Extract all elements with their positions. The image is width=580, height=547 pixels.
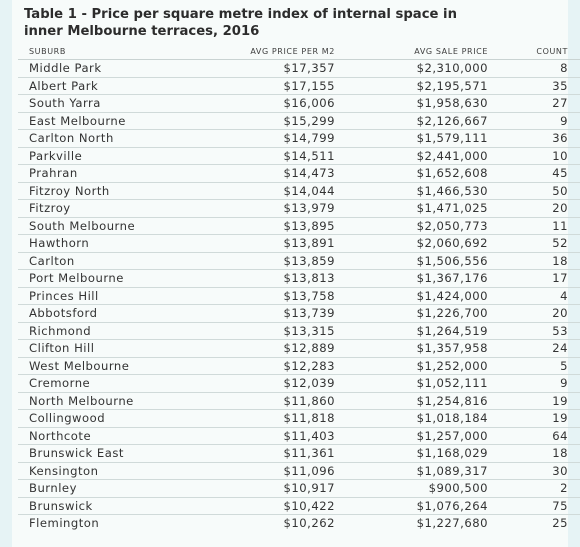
- table-row: [18, 287, 580, 305]
- avg-sale-price-cell: $1,367,176: [335, 270, 488, 288]
- count-cell: 18: [488, 445, 580, 463]
- suburb-cell: Princes Hill: [18, 287, 199, 305]
- suburb-cell: Burnley: [18, 480, 199, 498]
- table-row: [18, 322, 580, 340]
- count-cell: 45: [488, 165, 580, 183]
- count-cell: 35: [488, 77, 580, 95]
- avg-sale-price-cell: $1,357,958: [335, 340, 488, 358]
- count-cell: 2: [488, 480, 580, 498]
- table-row: [18, 252, 580, 270]
- table-row: [18, 515, 580, 532]
- table-row: [18, 200, 580, 218]
- avg-sale-price-cell: $1,652,608: [335, 165, 488, 183]
- avg-sale-price-cell: $1,257,000: [335, 427, 488, 445]
- count-cell: 5: [488, 357, 580, 375]
- avg-price-per-m2-cell: $11,818: [199, 410, 335, 428]
- suburb-cell: Brunswick East: [18, 445, 199, 463]
- table-row: [18, 165, 580, 183]
- table-row: [18, 480, 580, 498]
- avg-sale-price-cell: $2,441,000: [335, 147, 488, 165]
- avg-sale-price-cell: $1,089,317: [335, 462, 488, 480]
- suburb-cell: Parkville: [18, 147, 199, 165]
- count-cell: 24: [488, 340, 580, 358]
- count-cell: 4: [488, 287, 580, 305]
- avg-sale-price-cell: $1,018,184: [335, 410, 488, 428]
- column-header-avg-price-per-m2: AVG PRICE PER M2: [199, 44, 335, 60]
- table-row: [18, 410, 580, 428]
- table-row: [18, 147, 580, 165]
- avg-sale-price-cell: $1,471,025: [335, 200, 488, 218]
- count-cell: 9: [488, 112, 580, 130]
- suburb-cell: Richmond: [18, 322, 199, 340]
- suburb-cell: Prahran: [18, 165, 199, 183]
- column-header-count: COUNT: [488, 44, 580, 60]
- avg-price-per-m2-cell: $13,895: [199, 217, 335, 235]
- count-cell: 36: [488, 130, 580, 148]
- avg-sale-price-cell: $2,060,692: [335, 235, 488, 253]
- avg-price-per-m2-cell: $17,357: [199, 60, 335, 78]
- avg-price-per-m2-cell: $11,860: [199, 392, 335, 410]
- table-row: [18, 217, 580, 235]
- suburb-cell: Port Melbourne: [18, 270, 199, 288]
- suburb-cell: Carlton North: [18, 130, 199, 148]
- count-cell: 50: [488, 182, 580, 200]
- count-cell: 20: [488, 200, 580, 218]
- suburb-cell: Cremorne: [18, 375, 199, 393]
- table-row: [18, 392, 580, 410]
- avg-price-per-m2-cell: $16,006: [199, 95, 335, 113]
- count-cell: 27: [488, 95, 580, 113]
- table-row: [18, 340, 580, 358]
- table-row: [18, 445, 580, 463]
- avg-sale-price-cell: $900,500: [335, 480, 488, 498]
- suburb-cell: West Melbourne: [18, 357, 199, 375]
- count-cell: 19: [488, 410, 580, 428]
- table-row: [18, 77, 580, 95]
- avg-price-per-m2-cell: $13,813: [199, 270, 335, 288]
- suburb-cell: Fitzroy: [18, 200, 199, 218]
- avg-sale-price-cell: $2,050,773: [335, 217, 488, 235]
- count-cell: 8: [488, 60, 580, 78]
- avg-sale-price-cell: $2,310,000: [335, 60, 488, 78]
- column-header-avg-sale-price: AVG SALE PRICE: [335, 44, 488, 60]
- suburb-cell: Brunswick: [18, 497, 199, 515]
- price-index-table: [18, 44, 580, 532]
- suburb-cell: Fitzroy North: [18, 182, 199, 200]
- avg-sale-price-cell: $1,227,680: [416, 516, 488, 531]
- avg-price-per-m2-cell: $14,473: [199, 165, 335, 183]
- avg-price-per-m2-cell: $10,917: [199, 480, 335, 498]
- table-header-row: [18, 44, 580, 60]
- suburb-cell: Albert Park: [18, 77, 199, 95]
- table-row: [18, 182, 580, 200]
- table-row: [18, 270, 580, 288]
- avg-price-per-m2-cell: $13,315: [199, 322, 335, 340]
- count-cell: 10: [488, 147, 580, 165]
- table-row: [18, 427, 580, 445]
- count-cell: 75: [488, 497, 580, 515]
- table-row: [18, 462, 580, 480]
- suburb-cell: Flemington: [29, 516, 100, 531]
- count-cell: 17: [488, 270, 580, 288]
- avg-price-per-m2-cell: $14,044: [199, 182, 335, 200]
- suburb-cell: Abbotsford: [18, 305, 199, 323]
- table-row: [18, 357, 580, 375]
- avg-sale-price-cell: $1,076,264: [335, 497, 488, 515]
- count-cell: 9: [488, 375, 580, 393]
- count-cell: 64: [488, 427, 580, 445]
- table-row: [18, 60, 580, 78]
- suburb-cell: Middle Park: [18, 60, 199, 78]
- count-cell: 19: [488, 392, 580, 410]
- avg-price-per-m2-cell: $13,859: [199, 252, 335, 270]
- avg-price-per-m2-cell: $15,299: [199, 112, 335, 130]
- count-cell: 18: [488, 252, 580, 270]
- avg-sale-price-cell: $1,579,111: [335, 130, 488, 148]
- avg-sale-price-cell: $1,254,816: [335, 392, 488, 410]
- table-row: [18, 130, 580, 148]
- table-row: [18, 95, 580, 113]
- count-cell: 11: [488, 217, 580, 235]
- count-cell: 20: [488, 305, 580, 323]
- avg-price-per-m2-cell: $10,422: [199, 497, 335, 515]
- suburb-cell: East Melbourne: [18, 112, 199, 130]
- suburb-cell: Carlton: [18, 252, 199, 270]
- avg-price-per-m2-cell: $12,039: [199, 375, 335, 393]
- table-body: [18, 60, 580, 532]
- suburb-cell: South Yarra: [18, 95, 199, 113]
- avg-price-per-m2-cell: $13,758: [199, 287, 335, 305]
- table-row: [18, 375, 580, 393]
- suburb-cell: Northcote: [18, 427, 199, 445]
- avg-price-per-m2-cell: $11,096: [199, 462, 335, 480]
- avg-price-per-m2-cell: $11,361: [199, 445, 335, 463]
- avg-sale-price-cell: $1,958,630: [335, 95, 488, 113]
- count-cell: 25: [552, 516, 568, 531]
- count-cell: 53: [488, 322, 580, 340]
- avg-sale-price-cell: $1,052,111: [335, 375, 488, 393]
- avg-price-per-m2-cell: $14,799: [199, 130, 335, 148]
- suburb-cell: Hawthorn: [18, 235, 199, 253]
- avg-price-per-m2-cell: $13,739: [199, 305, 335, 323]
- suburb-cell: North Melbourne: [18, 392, 199, 410]
- suburb-cell: South Melbourne: [18, 217, 199, 235]
- avg-price-per-m2-cell: $13,891: [199, 235, 335, 253]
- avg-sale-price-cell: $1,506,556: [335, 252, 488, 270]
- count-cell: 52: [488, 235, 580, 253]
- avg-sale-price-cell: $1,252,000: [335, 357, 488, 375]
- table-row: [18, 305, 580, 323]
- avg-sale-price-cell: $2,195,571: [335, 77, 488, 95]
- avg-price-per-m2-cell: $17,155: [199, 77, 335, 95]
- avg-sale-price-cell: $2,126,667: [335, 112, 488, 130]
- avg-price-per-m2-cell: $12,889: [199, 340, 335, 358]
- avg-sale-price-cell: $1,168,029: [335, 445, 488, 463]
- avg-sale-price-cell: $1,264,519: [335, 322, 488, 340]
- suburb-cell: Clifton Hill: [18, 340, 199, 358]
- count-cell: 30: [488, 462, 580, 480]
- table-row: [18, 112, 580, 130]
- avg-sale-price-cell: $1,424,000: [335, 287, 488, 305]
- avg-price-per-m2-cell: $14,511: [199, 147, 335, 165]
- table-title-line-2: inner Melbourne terraces, 2016: [24, 24, 260, 39]
- suburb-cell: Kensington: [18, 462, 199, 480]
- table-row: [18, 497, 580, 515]
- avg-price-per-m2-cell: $13,979: [199, 200, 335, 218]
- table-row: [18, 235, 580, 253]
- avg-price-per-m2-cell: $10,262: [283, 516, 335, 531]
- avg-sale-price-cell: $1,226,700: [335, 305, 488, 323]
- table-title-line-1: Table 1 - Price per square metre index of internal space in: [24, 7, 457, 22]
- avg-price-per-m2-cell: $11,403: [199, 427, 335, 445]
- suburb-cell: Collingwood: [18, 410, 199, 428]
- avg-price-per-m2-cell: $12,283: [199, 357, 335, 375]
- avg-sale-price-cell: $1,466,530: [335, 182, 488, 200]
- table-title: [24, 6, 564, 40]
- column-header-suburb: SUBURB: [18, 44, 199, 60]
